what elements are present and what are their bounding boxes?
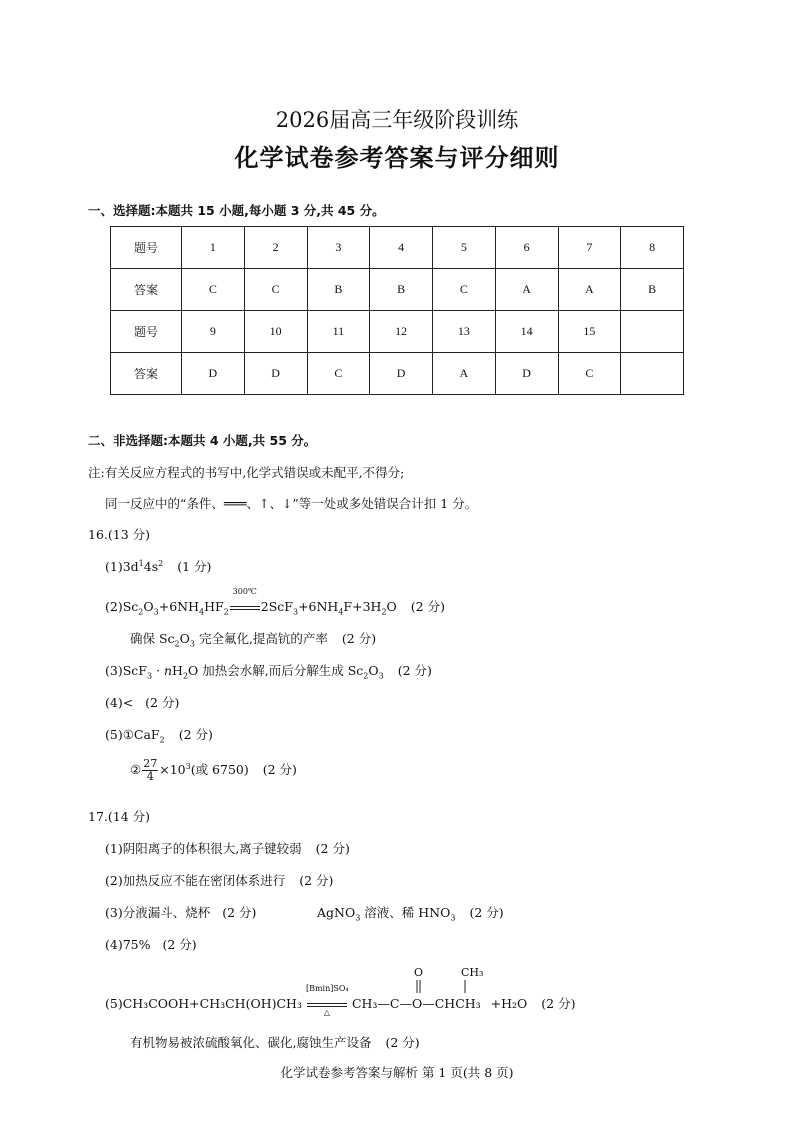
table-cell: 1 [182, 227, 245, 269]
q16-part-2b: 确保 $Sc_2O_3$ 完全氟化,提高钪的产率 (2 分) [130, 631, 377, 649]
q16-p3-rest: H [172, 663, 183, 678]
q16-part-2 [105, 587, 445, 617]
q17-p3-score: (2 分) [222, 905, 257, 920]
table-cell: 题号 [111, 311, 182, 353]
q17-part-3b: AgNO$_3$ 溶液、稀 $HNO_3$ (2 分) [317, 905, 504, 923]
table-cell: A [433, 353, 496, 395]
table-cell: 9 [182, 311, 245, 353]
q16-p5b-score: (2 分) [262, 762, 297, 778]
single-bond-mark [462, 980, 468, 994]
q16-p5a-score: (2 分) [178, 727, 213, 742]
fraction-numerator: 27 [143, 757, 158, 770]
table-cell: 6 [495, 227, 558, 269]
table-cell: 2 [244, 227, 307, 269]
q16-p5b-mult: ×10 [159, 762, 186, 778]
q16-part-3: $(3)ScF_3 \cdot nH_2O$ 加热会水解,而后分解生成 $Sc_2O_3$ (2 分) [105, 663, 432, 681]
q16-p5b-fraction [142, 758, 158, 783]
q17-p5-prefix: (5) [105, 996, 123, 1011]
q16-title: 16.(13 分) [88, 527, 151, 542]
table-cell: 14 [495, 311, 558, 353]
table-cell: C [433, 269, 496, 311]
section-1-heading: 一、选择题:本题共 15 小题,每小题 3 分,共 45 分。 [88, 203, 385, 218]
table-cell: 4 [370, 227, 433, 269]
q16-part-5a: (5)①CaF$_2$ (2 分) [105, 727, 213, 745]
q16-p1-mid: 4s [143, 559, 159, 574]
table-cell: 10 [244, 311, 307, 353]
table-cell: 8 [621, 227, 684, 269]
table-row [111, 227, 684, 269]
table-cell: B [621, 269, 684, 311]
table-cell: 答案 [111, 353, 182, 395]
note-line-1: 注:有关反应方程式的书写中,化学式错误或未配平,不得分; [88, 465, 405, 480]
title-line-1: 2026届高三年级阶段训练 [275, 108, 519, 132]
q16-p4-text: (4)< [105, 695, 134, 710]
table-cell: C [307, 353, 370, 395]
answer-table [110, 226, 684, 395]
q16-part-1 [105, 557, 211, 575]
q17-p3-text: (3)分液漏斗、烧杯 [105, 905, 211, 920]
q16-p5a-pre: (5)①CaF [105, 727, 160, 742]
table-cell [621, 353, 684, 395]
q16-p3-n: n [163, 663, 173, 678]
q16-p3-pre: (3)ScF [105, 663, 147, 678]
q16-p1-sup2: 2 [158, 558, 164, 568]
q16-p2-condition: 300℃ [232, 587, 257, 596]
q16-p1-score: (1 分) [177, 559, 212, 574]
q16-p1-prefix: (1)3d [105, 559, 139, 574]
q16-p5b-alt: (或 6750) [190, 762, 249, 778]
q17-p3b-mid: 溶液、稀 HNO [360, 905, 451, 920]
q17-part-1 [105, 839, 350, 857]
q17-title: 17.(14 分) [88, 809, 151, 824]
q17-p5-score: (2 分) [541, 996, 576, 1011]
q17-p1-text: (1)阴阳离子的体积很大,离子键较弱 [105, 841, 302, 856]
q17-part-4 [105, 935, 197, 953]
q16-p2-equation: $Sc_2O_3+6NH_4HF_2$ 300℃ $2ScF_3+6NH_4F+3H_2O$ [122, 587, 397, 617]
table-row [111, 269, 684, 311]
table-cell: 题号 [111, 227, 182, 269]
q16-p3-mid: · [152, 663, 164, 678]
table-cell: 15 [558, 311, 621, 353]
q17-p5-heat: △ [323, 1008, 331, 1017]
fraction-denominator: 4 [146, 770, 154, 784]
table-row [111, 311, 684, 353]
q17-p5b-text: 有机物易被浓硫酸氧化、碳化,腐蚀生产设备 [130, 1035, 372, 1050]
table-cell: A [558, 269, 621, 311]
q17-p3b-pre: AgNO [317, 905, 356, 920]
table-cell: C [182, 269, 245, 311]
double-bond-mark [414, 980, 424, 994]
q17-p5-methyl-top: CH₃ [461, 966, 484, 979]
q16-p1-sup1: 1 [138, 558, 144, 568]
q16-p5b-exp: 3 [185, 761, 191, 771]
table-cell: B [370, 269, 433, 311]
table-cell: 12 [370, 311, 433, 353]
table-cell: D [495, 353, 558, 395]
table-cell [621, 311, 684, 353]
q16-p4-score: (2 分) [145, 695, 180, 710]
table-cell: C [244, 269, 307, 311]
q17-p5-product: CH₃—C—O—CHCH₃ [351, 996, 481, 1011]
q16-p2-score: (2 分) [410, 599, 445, 614]
q17-p5-catalyst: [Bmin]SO₄ [305, 984, 349, 993]
q17-p4-text: (4)75% [105, 937, 151, 952]
q16-p2-prefix: (2) [105, 599, 123, 614]
table-cell: 5 [433, 227, 496, 269]
page-footer: 化学试卷参考答案与解析 第 1 页(共 8 页) [280, 1065, 514, 1080]
q16-p2b-post: 完全氟化,提高钪的产率 [194, 631, 328, 646]
q16-part-4 [105, 693, 179, 711]
table-cell: C [558, 353, 621, 395]
q16-part-5b [130, 758, 297, 783]
note-line-2: 同一反应中的“条件、═══、↑、↓”等一处或多处错误合计扣 1 分。 [105, 496, 478, 511]
table-cell: D [244, 353, 307, 395]
q17-p2-text: (2)加热反应不能在密闭体系进行 [105, 873, 286, 888]
table-cell: 11 [307, 311, 370, 353]
q16-p2b-score: (2 分) [341, 631, 377, 646]
table-cell: A [495, 269, 558, 311]
q17-p3b-score: (2 分) [469, 905, 504, 920]
table-cell: D [182, 353, 245, 395]
q16-p3-rest2: O 加热会水解,而后分解生成 Sc [188, 663, 364, 678]
table-cell: D [370, 353, 433, 395]
q17-part-2 [105, 871, 333, 889]
q17-part-5 [105, 984, 576, 1017]
section-2-heading: 二、非选择题:本题共 4 小题,共 55 分。 [88, 433, 317, 448]
table-cell: 答案 [111, 269, 182, 311]
q17-p2-score: (2 分) [299, 873, 334, 888]
q16-p5b-circle: ② [130, 762, 142, 778]
q17-p5-carbonyl-o: O [414, 966, 424, 979]
q17-p5-arrow [305, 984, 349, 1017]
q17-p4-score: (2 分) [162, 937, 197, 952]
q16-p2b-pre: 确保 Sc [130, 631, 175, 646]
table-row [111, 353, 684, 395]
title-line-2: 化学试卷参考答案与评分细则 [234, 144, 560, 172]
q17-p5b-score: (2 分) [385, 1035, 420, 1050]
q17-p1-score: (2 分) [315, 841, 350, 856]
table-cell: 7 [558, 227, 621, 269]
table-cell: 3 [307, 227, 370, 269]
q17-p5-water: +H₂O [490, 996, 528, 1011]
q17-p5-reactants: CH₃COOH+CH₃CH(OH)CH₃ [122, 996, 302, 1011]
q17-part-3 [105, 903, 256, 921]
q17-part-5b [130, 1033, 420, 1051]
table-cell: B [307, 269, 370, 311]
q16-p3-score: (2 分) [397, 663, 432, 678]
table-cell: 13 [433, 311, 496, 353]
